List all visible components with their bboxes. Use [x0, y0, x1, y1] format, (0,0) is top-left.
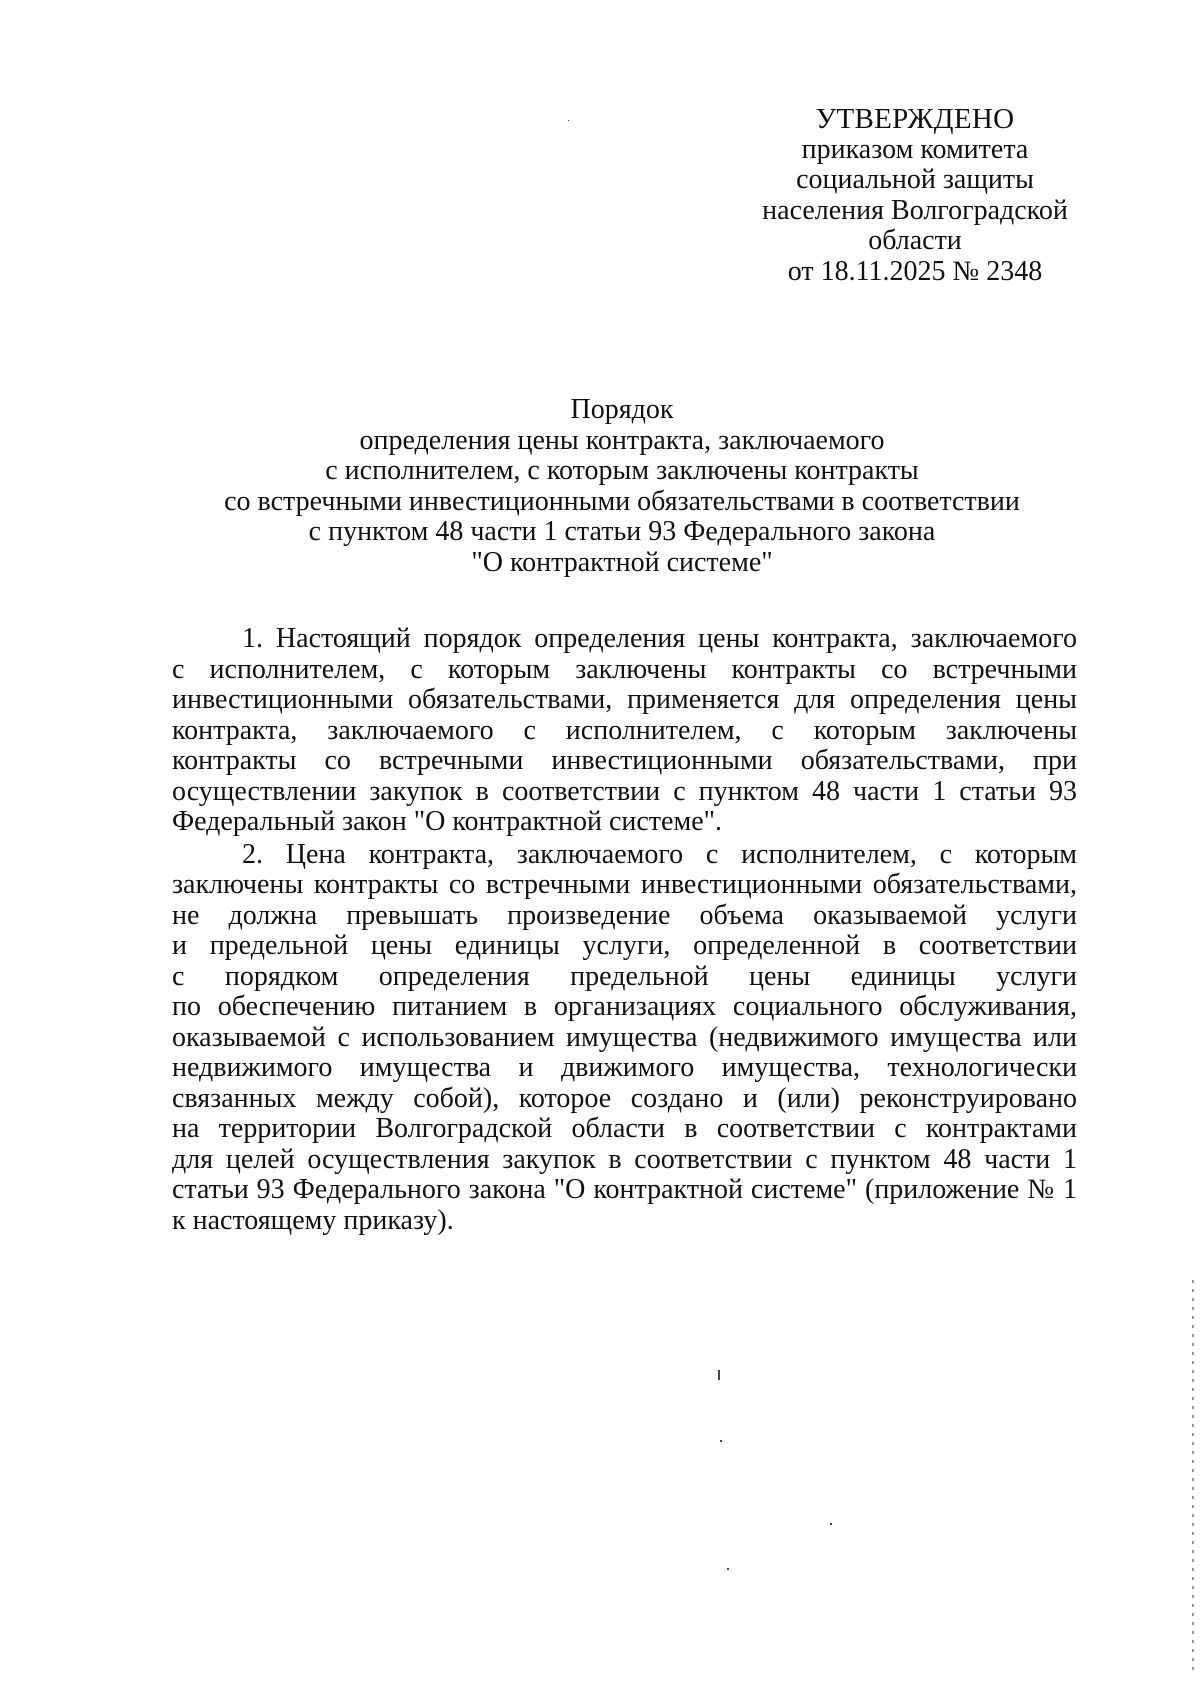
text-line: и предельной цены единицы услуги, определенной в соответствии — [172, 930, 1077, 961]
text-line: с исполнителем, с которым заключены контракты со встречными — [172, 653, 1077, 685]
scan-edge-shadow — [1192, 1280, 1194, 1670]
text-line: оказываемой с использованием имущества (недвижимого имущества или — [172, 1021, 1077, 1053]
paragraph-2 — [172, 840, 1077, 1237]
text-line: к настоящему приказу). — [172, 1204, 454, 1236]
approval-line: населения Волгоградской — [762, 194, 1068, 226]
scan-speck — [830, 1523, 832, 1525]
text-line: контракты со встречными инвестиционными обязательствами, при — [172, 745, 1077, 776]
title-line: определения цены контракта, заключаемого — [359, 424, 885, 456]
approval-line: приказом комитета — [801, 133, 1029, 165]
text-line: Федеральный закон "О контрактной системе". — [172, 806, 723, 837]
title-line: "О контрактной системе" — [471, 546, 773, 578]
scan-speck — [718, 1370, 720, 1380]
scan-speck — [568, 120, 569, 121]
approval-line: социальной защиты — [796, 164, 1034, 195]
text-line: связанных между собой), которое создано и (или) реконструировано — [172, 1082, 1077, 1114]
document-body — [172, 624, 1077, 1236]
title-line: Порядок — [570, 394, 674, 425]
text-line: 2. Цена контракта, заключаемого с исполнителем, с которым — [242, 838, 1077, 870]
text-line: осуществлении закупок в соответствии с пунктом 48 части 1 статьи 93 — [172, 775, 1077, 807]
text-line: на территории Волгоградской области в соответствии с контрактами — [172, 1113, 1077, 1144]
title-line: с пунктом 48 части 1 статьи 93 Федерального закона — [308, 516, 936, 547]
approval-line: области — [868, 225, 962, 256]
approval-heading: УТВЕРЖДЕНО — [815, 103, 1015, 135]
text-line: инвестиционными обязательствами, применяется для определения цены — [172, 684, 1077, 715]
text-line: не должна превышать произведение объема оказываемой услуги — [172, 899, 1077, 931]
text-line: статьи 93 Федерального закона "О контрактной системе" (приложение № 1 — [172, 1174, 1077, 1205]
approval-date-number: от 18.11.2025 № 2348 — [787, 255, 1043, 287]
text-line: контракта, заключаемого с исполнителем, с которым заключены — [172, 714, 1077, 746]
text-line: для целей осуществления закупок в соответствии с пунктом 48 части 1 — [172, 1143, 1077, 1175]
text-line: недвижимого имущества и движимого имущества, технологически — [172, 1052, 1077, 1083]
document-title — [172, 395, 1072, 578]
text-line: 1. Настоящий порядок определения цены контракта, заключаемого — [242, 623, 1077, 654]
scan-speck — [720, 1440, 722, 1442]
title-line: с исполнителем, с которым заключены контракты — [325, 455, 919, 486]
title-line: со встречными инвестиционными обязательствами в соответствии — [224, 485, 1020, 517]
scan-speck — [727, 1568, 729, 1570]
approval-stamp-block — [740, 104, 1090, 287]
text-line: по обеспечению питанием в организациях социального обслуживания, — [172, 991, 1077, 1022]
text-line: заключены контракты со встречными инвестиционными обязательствами, — [172, 869, 1077, 900]
text-line: с порядком определения предельной цены единицы услуги — [172, 960, 1077, 992]
paragraph-1 — [172, 624, 1077, 838]
